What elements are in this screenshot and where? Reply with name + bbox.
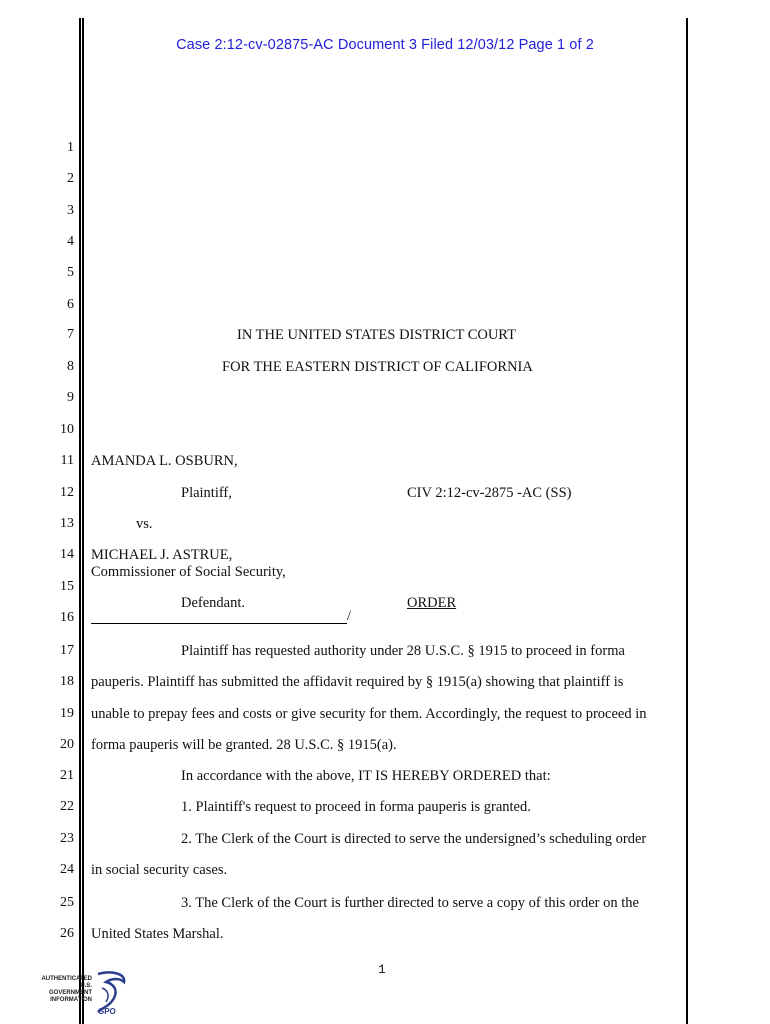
line-number: 11 <box>60 453 74 468</box>
line-number: 4 <box>67 234 74 249</box>
line-number: 23 <box>60 831 74 846</box>
right-margin-rule <box>686 18 688 1024</box>
gpo-authentication-seal <box>40 968 132 1016</box>
line-number: 18 <box>60 674 74 689</box>
line-number: 19 <box>60 706 74 721</box>
line-number: 1 <box>67 140 74 155</box>
court-district: FOR THE EASTERN DISTRICT OF CALIFORNIA <box>222 359 533 375</box>
line-number: 26 <box>60 926 74 941</box>
caption-rule <box>91 623 347 624</box>
order-item-2-line-2: in social security cases. <box>91 862 228 878</box>
line-number: 13 <box>60 516 74 531</box>
line-number: 6 <box>67 297 74 312</box>
defendant-role: Defendant. <box>181 595 246 611</box>
caption-slash: / <box>347 608 352 624</box>
filing-header: Case 2:12-cv-02875-AC Document 3 Filed 12/03/12 Page 1 of 2 <box>176 37 594 53</box>
line-number: 20 <box>60 737 74 752</box>
order-item-2-line-1: 2. The Clerk of the Court is directed to serve the undersigned’s scheduling order <box>181 831 647 847</box>
gpo-mark: GPO <box>98 1007 116 1016</box>
line-number: 3 <box>67 203 74 218</box>
line-number: 5 <box>67 265 74 280</box>
left-margin-rule-inner <box>82 18 84 1024</box>
line-number: 25 <box>60 895 74 910</box>
court-name: IN THE UNITED STATES DISTRICT COURT <box>237 327 516 343</box>
line-number: 9 <box>67 390 74 405</box>
line-number: 14 <box>60 547 74 562</box>
paragraph-1-line-2: pauperis. Plaintiff has submitted the affidavit required by § 1915(a) showing that plaintiff is <box>91 674 624 690</box>
page-number: 1 <box>378 962 386 977</box>
line-number: 16 <box>60 610 74 625</box>
line-number: 10 <box>60 422 74 437</box>
paragraph-1-line-4: forma pauperis will be granted. 28 U.S.C. § 1915(a). <box>91 737 397 753</box>
paragraph-1-line-1: Plaintiff has requested authority under 28 U.S.C. § 1915 to proceed in forma <box>181 643 625 659</box>
line-number: 21 <box>60 768 74 783</box>
paragraph-1-line-3: unable to prepay fees and costs or give security for them. Accordingly, the request to proceed in <box>91 706 647 722</box>
line-number: 2 <box>67 171 74 186</box>
document-title: ORDER <box>407 595 457 611</box>
line-number: 17 <box>60 643 74 658</box>
order-item-1: 1. Plaintiff's request to proceed in forma pauperis is granted. <box>181 799 531 815</box>
versus-label: vs. <box>136 516 153 532</box>
line-number: 15 <box>60 579 74 594</box>
order-item-3-line-2: United States Marshal. <box>91 926 224 942</box>
order-intro: In accordance with the above, IT IS HEREBY ORDERED that: <box>181 768 551 784</box>
defendant-title: Commissioner of Social Security, <box>91 564 286 580</box>
defendant-name: MICHAEL J. ASTRUE, <box>91 547 233 563</box>
order-item-3-line-1: 3. The Clerk of the Court is further directed to serve a copy of this order on the <box>181 895 639 911</box>
line-number: 7 <box>67 327 74 342</box>
line-number: 12 <box>60 485 74 500</box>
line-number: 8 <box>67 359 74 374</box>
case-number: CIV 2:12-cv-2875 -AC (SS) <box>407 485 572 501</box>
gpo-eagle-icon <box>40 968 132 1016</box>
left-margin-rule-outer <box>79 18 81 1024</box>
plaintiff-name: AMANDA L. OSBURN, <box>91 453 238 469</box>
line-number: 22 <box>60 799 74 814</box>
plaintiff-role: Plaintiff, <box>181 485 232 501</box>
gpo-seal-text: AUTHENTICATED U.S. GOVERNMENT INFORMATION <box>41 976 92 1003</box>
line-number: 24 <box>60 862 74 877</box>
